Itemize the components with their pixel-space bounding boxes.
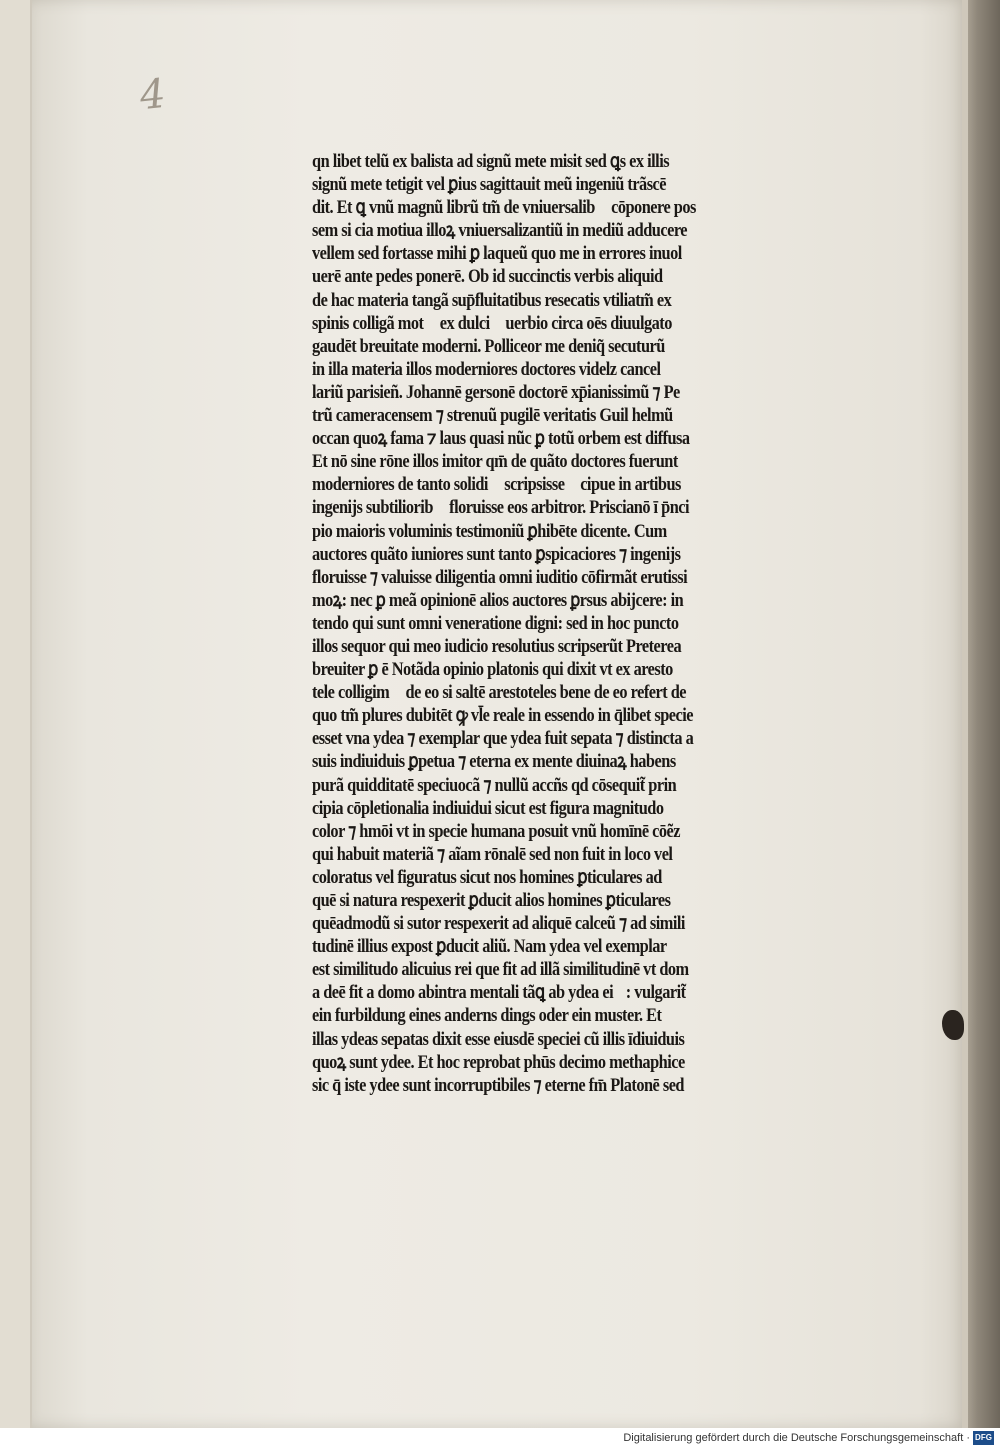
text-line: sic q̄ iste ydee sunt incorruptibiles ⁊ eterne fm̄ Platonē sed [312,1074,685,1096]
text-line: ingenijs subtiliorib᷒ floruisse eos arbitror. Priscianō ī p̄nci [312,497,690,519]
text-line: breuiter ꝑ ē Notãda opinio platonis qui dixit vt ex aresto [312,659,673,681]
page-edge-shadow [962,0,1000,1428]
text-line: a deē fit a domo abintra mentali tãꝗ ab ydea ei᷒: vulgarit̃ [312,982,686,1004]
text-line: est similitudo alicuius rei que fit ad illã similitudinē vt dom᷒ [312,959,702,981]
text-line: occan quoꝝ fama ⁊ laus quasi nũc ꝑ totũ orbem est diffusa [312,428,690,450]
ink-stain [942,1010,964,1040]
text-line: purã quidditatē speciuocã ⁊ nullũ accñs qd cōsequit̃ prin [312,774,677,796]
text-line: color ⁊ hmōi vt in specie humana posuit vnũ homīnē cōẽz [312,820,680,842]
text-line: tudinē illius expost ꝑducit aliũ. Nam ydea vel exemplar [312,936,667,958]
text-line: tendo qui sunt omni veneratione digni: sed in hoc puncto [312,612,679,634]
footer-bar [0,1428,1000,1450]
text-line: suis indiuiduis ꝑpetua ⁊ eterna ex mente diuinaꝝ habens [312,751,676,773]
text-line: illos sequor qui meo iudicio resolutius scripserũt Preterea [312,635,682,657]
text-line: illas ydeas sepatas dixit esse eiusdē speciei cũ illis īdiuiduis [312,1028,685,1050]
text-line: vellem sed fortasse mihi ꝑ laqueũ quo me in errores inuol [312,243,682,265]
text-line: dit. Et ꝗ vnũ magnũ librũ tm̃ de vniuersalib᷒ cōponere pos [312,197,696,219]
folio-number: 4 [137,70,168,120]
text-line: spinis colligã mot᷒ ex dulci ꝓuerbio circa oēs diuulgato [312,312,672,334]
text-line: uerē ante pedes ponerē. Ob id succinctis verbis aliquid [312,266,663,288]
text-line: de hac materia tangã sup̄fluitatibus resecatis vtiliatm̃ ex [312,289,672,311]
text-line: quo tm̃ plures dubitēt ꝙ vl̄e reale in essendo in q̄libet specie [312,705,694,727]
text-line: signũ mete tetigit vel ꝑius sagittauit meũ ingeniũ trãscē [312,174,667,196]
text-line: quē si natura respexerit ꝑducit alios homines ꝑticulares [312,890,671,911]
text-line: lariũ parisieñ. Johannē gersonē doctorē xp̄ianissimũ ⁊ Pe [312,381,680,403]
footer-credit: Digitalisierung gefördert durch die Deutsche Forschungsgemeinschaft · [623,1432,970,1444]
text-line: pio maioris voluminis testimoniũ ꝑhibēte dicente. Cum᷒ [312,520,680,542]
text-line: ein furbildung eines anderns dings oder ein muster. Et [312,1005,662,1027]
text-line: cipia cōpletionalia indiuidui sicut est figura magnitudo [312,797,664,819]
text-line: in illa materia illos moderniores doctores videlz cancel [312,358,661,380]
text-line: quēadmodũ si sutor respexerit ad aliquē calceũ ⁊ ad simili [312,913,685,935]
dfg-logo: DFG [973,1431,994,1445]
text-line: moꝝ: nec ꝑ meã opinionē alios auctores ꝑrsus abijcere: in [312,589,684,611]
text-block [312,150,892,1097]
text-line: gaudēt breuitate moderni. Polliceor me deniq̃ secuturũ [312,335,665,357]
text-line: floruisse ⁊ valuisse diligentia omni iuditio cōfirmãt erutissi [312,566,688,588]
text-line: trũ cameracensem ⁊ strenuũ pugilē veritatis Guil helmũ [312,405,673,427]
text-line: quoꝝ sunt ydee. Et hoc reprobat phūs decimo methaphice [312,1051,685,1073]
text-line: esset vna ydea ⁊ exemplar que ydea fuit sepata ⁊ distincta a [312,728,694,750]
text-line: auctores quãto iuniores sunt tanto ꝑspicaciores ⁊ ingenijs [312,543,681,565]
printed-page [30,0,967,1428]
text-line: tele colligim᷒ de eo si saltē arestoteles bene de eo refert de [312,682,687,704]
text-line: qn libet telũ ex balista ad signũ mete misit sed ꝗs ex illis [312,151,670,172]
text-line: Et nō sine rōne illos imitor qm̄ de quãto doctores fuerunt [312,451,678,473]
text-line: moderniores de tanto solidi᷒ scripsisse ꝑcipue in artibus ⁊ [312,474,697,496]
text-line: sem si cia motiua illoꝝ vniuersalizantiũ in mediũ adducere [312,220,688,242]
text-line: coloratus vel figuratus sicut nos homines ꝑticulares ad [312,866,662,888]
text-line: qui habuit materiã ⁊ aĩam rōnalē sed non fuit in loco vel [312,843,673,865]
